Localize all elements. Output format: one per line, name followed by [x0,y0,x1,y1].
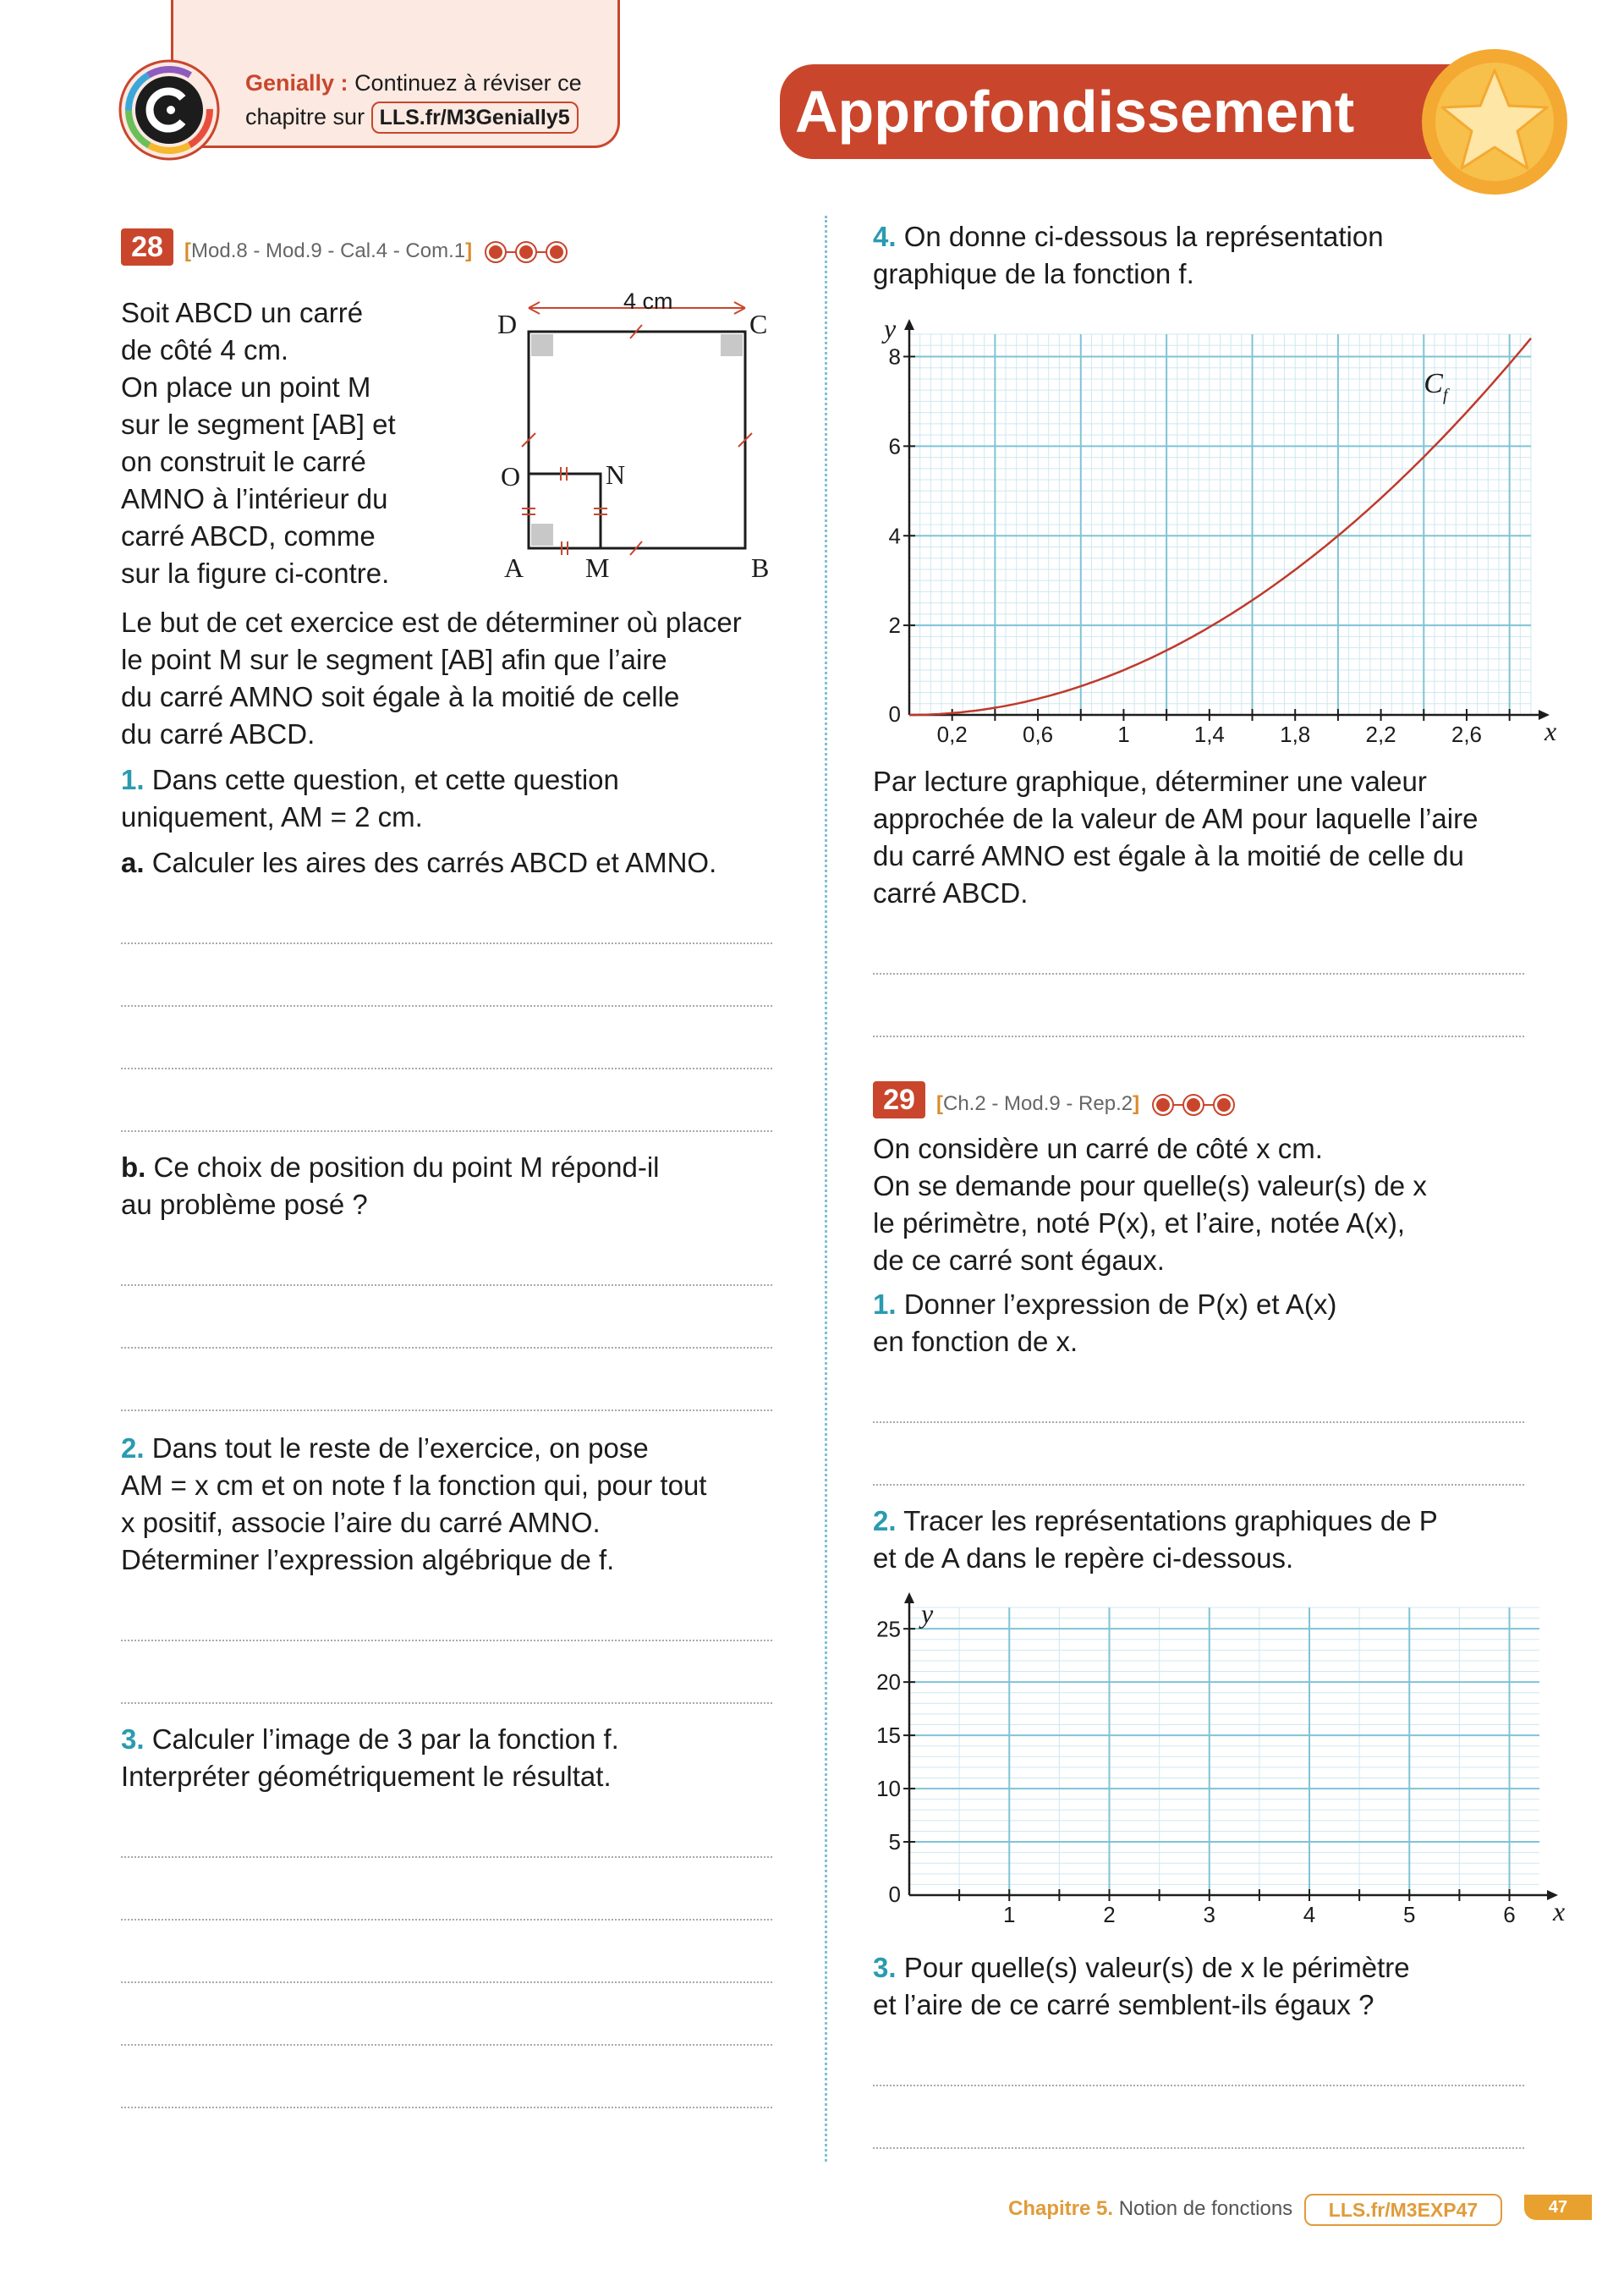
genially-text-2: chapitre sur [245,104,365,129]
y-tick-label: 10 [876,1776,901,1802]
answer-line[interactable] [121,1981,772,1983]
page-number: 47 [1524,2195,1592,2220]
intro-line: on construit le carré [121,446,366,477]
x-tick-label: 1 [1003,1902,1016,1927]
intro-line: le périmètre, noté P(x), et l’aire, notée A(x), [873,1207,1406,1239]
genially-logo-icon [118,59,220,161]
q1a-text: Calculer les aires des carrés ABCD et AMNO. [151,847,717,878]
genially-link[interactable]: LLS.fr/M3Genially5 [371,102,579,134]
square-abcd [529,332,745,548]
intro-line: sur le segment [AB] et [121,409,396,440]
goal-line: du carré ABCD. [121,718,315,750]
answer-line[interactable] [121,942,772,944]
answer-line[interactable] [121,1919,772,1921]
label-m: M [585,552,610,583]
footer-link[interactable]: LLS.fr/M3EXP47 [1304,2194,1502,2226]
y-tick-label: 4 [888,523,901,549]
ex28-q2 [121,1430,798,1579]
label-a: A [504,552,524,583]
answer-line[interactable] [121,1410,772,1411]
origin-label: 0 [888,1881,901,1907]
genially-text-1: Continuez à réviser ce [354,70,582,96]
difficulty-dots-icon [483,239,569,265]
intro-line: de ce carré sont égaux. [873,1245,1165,1276]
y-axis-label: y [884,313,897,343]
y-tick-label: 25 [876,1616,901,1642]
x-tick-label: 1,4 [1193,722,1225,747]
genially-brand: Genially : [245,70,348,96]
answer-line[interactable] [873,1484,1524,1486]
answer-line[interactable] [121,1702,772,1704]
footer-chapter [1008,2191,1292,2227]
q4-after-line: carré ABCD. [873,877,1029,909]
ex29-q1 [873,1286,1566,1360]
intro-line: On place un point M [121,371,371,403]
q1-line: en fonction de x. [873,1326,1078,1357]
tag-list: Ch.2 - Mod.9 - Rep.2 [943,1092,1133,1115]
x-tick-label: 6 [1503,1902,1516,1927]
intro-line: de côté 4 cm. [121,334,289,365]
y-tick-label: 20 [876,1669,901,1695]
y-tick-label: 8 [888,343,901,370]
y-tick-label: 15 [876,1723,901,1749]
intro-line: AMNO à l’intérieur du [121,483,388,514]
answer-line[interactable] [121,1640,772,1641]
ex28-q1 [121,761,798,836]
intro-line: On se demande pour quelle(s) valeur(s) de x [873,1170,1427,1201]
q3-line: Interpréter géométriquement le résultat. [121,1761,612,1792]
q3-number: 3. [873,1952,897,1983]
label-side: 4 cm [623,288,673,314]
answer-line[interactable] [873,1421,1524,1423]
answer-line[interactable] [873,973,1524,975]
right-angle-a-icon [531,524,553,546]
y-axis-label: y [921,1598,934,1629]
footer-chapter-label: Chapitre 5. [1008,2197,1114,2220]
x-axis-label: x [1544,716,1557,746]
footer-chapter-title: Notion de fonctions [1118,2197,1293,2220]
q2-line: Tracer les représentations graphiques de P [903,1505,1438,1536]
x-tick-label: 2,2 [1365,722,1396,747]
q4-after-line: Par lecture graphique, déterminer une valeur [873,766,1427,797]
x-tick-label: 0,2 [936,722,968,747]
tag-bracket-open: [ [184,239,191,262]
intro-line: carré ABCD, comme [121,520,376,552]
y-tick-label: 5 [888,1829,901,1855]
x-tick-label: 2,6 [1451,722,1483,747]
ex29-q2 [873,1503,1566,1577]
right-angle-d-icon [531,334,553,356]
x-tick-label: 5 [1403,1902,1416,1927]
y-axis-arrow-icon [904,319,914,330]
exercise-28-tags [184,239,569,265]
q3-line: Calculer l’image de 3 par la fonction f. [151,1723,619,1755]
difficulty-dots-icon [1150,1092,1237,1118]
ex28-q4-after [873,763,1566,912]
label-b: B [751,552,770,583]
ex28-q1b [121,1149,798,1223]
q1-number: 1. [873,1289,897,1320]
ex28-goal [121,604,798,753]
intro-line: Soit ABCD un carré [121,297,364,328]
ex29-q3 [873,1949,1566,2024]
tag-bracket-close: ] [465,239,473,262]
x-tick-label: 3 [1203,1902,1215,1927]
q2-line: et de A dans le repère ci-dessous. [873,1542,1294,1574]
goal-line: le point M sur le segment [AB] afin que l’aire [121,644,667,675]
q1b-line: au problème posé ? [121,1189,368,1220]
ex29-intro [873,1130,1566,1279]
answer-line[interactable] [121,1856,772,1858]
answer-line[interactable] [121,1068,772,1069]
exercise-29-number: 29 [873,1081,925,1118]
chart-blank-grid[interactable] [867,1591,1566,1929]
q1-line: Donner l’expression de P(x) et A(x) [903,1289,1337,1320]
answer-line[interactable] [121,2044,772,2046]
answer-line[interactable] [121,1284,772,1286]
label-d: D [497,309,518,339]
q4-after-line: du carré AMNO est égale à la moitié de celle du [873,840,1464,871]
label-o: O [501,461,521,492]
answer-line[interactable] [873,2085,1524,2086]
curve-label: $C_f$ [1424,367,1448,404]
ex28-q4 [873,218,1550,293]
exercise-29-tags [936,1091,1237,1118]
x-tick-label: 1 [1117,722,1130,747]
tag-bracket-close: ] [1133,1092,1140,1115]
intro-line: sur la figure ci-contre. [121,558,390,589]
x-tick-label: 2 [1103,1902,1116,1927]
x-tick-label: 4 [1303,1902,1316,1927]
y-tick-label: 6 [888,433,901,459]
y-axis-arrow-icon [904,1592,914,1603]
right-angle-c-icon [721,334,743,356]
column-separator [825,216,827,2162]
answer-line[interactable] [873,2147,1524,2149]
tag-list: Mod.8 - Mod.9 - Cal.4 - Com.1 [191,239,466,262]
answer-line[interactable] [121,1130,772,1132]
q4-line: graphique de la fonction f. [873,258,1194,289]
q1b-line: Ce choix de position du point M répond-il [153,1151,660,1183]
answer-line[interactable] [121,2107,772,2108]
square-figure [491,289,778,585]
goal-line: du carré AMNO soit égale à la moitié de celle [121,681,680,712]
intro-line: On considère un carré de côté x cm. [873,1133,1323,1164]
q2-line: Dans tout le reste de l’exercice, on pose [151,1432,649,1464]
x-tick-label: 1,8 [1280,722,1311,747]
q2-line: Déterminer l’expression algébrique de f. [121,1544,615,1575]
answer-line[interactable] [121,1005,772,1007]
y-tick-label: 2 [888,613,901,639]
x-axis-label: x [1553,1896,1566,1926]
label-c: C [749,309,768,339]
q2-line: x positif, associe l’aire du carré AMNO. [121,1507,601,1538]
x-tick-label: 0,6 [1022,722,1054,747]
q4-after-line: approchée de la valeur de AM pour laquelle l’aire [873,803,1479,834]
q3-number: 3. [121,1723,145,1755]
origin-label: 0 [888,701,901,727]
ex28-q3 [121,1721,798,1795]
q2-number: 2. [121,1432,145,1464]
goal-line: Le but de cet exercice est de déterminer où placer [121,607,742,638]
q1b-letter: b. [121,1151,146,1183]
q2-number: 2. [873,1505,897,1536]
label-n: N [606,459,626,490]
chart-function-f [871,309,1557,747]
ex28-q1a [121,844,798,882]
tag-bracket-open: [ [936,1092,943,1115]
q2-line: AM = x cm et on note f la fonction qui, pour tout [121,1470,707,1501]
q1-line: uniquement, AM = 2 cm. [121,801,423,833]
ex28-intro [121,294,476,592]
exercise-28-number: 28 [121,228,173,266]
answer-line[interactable] [873,1036,1524,1037]
genially-text [245,66,582,134]
section-title: Approfondissement [795,79,1355,145]
q1-number: 1. [121,764,145,795]
q4-number: 4. [873,221,897,252]
q3-line: et l’aire de ce carré semblent-ils égaux ? [873,1989,1374,2020]
q4-line: On donne ci-dessous la représentation [903,221,1384,252]
star-icon [1419,47,1570,197]
q1a-letter: a. [121,847,145,878]
q1-line: Dans cette question, et cette question [151,764,619,795]
q3-line: Pour quelle(s) valeur(s) de x le périmètre [903,1952,1410,1983]
answer-line[interactable] [121,1347,772,1349]
